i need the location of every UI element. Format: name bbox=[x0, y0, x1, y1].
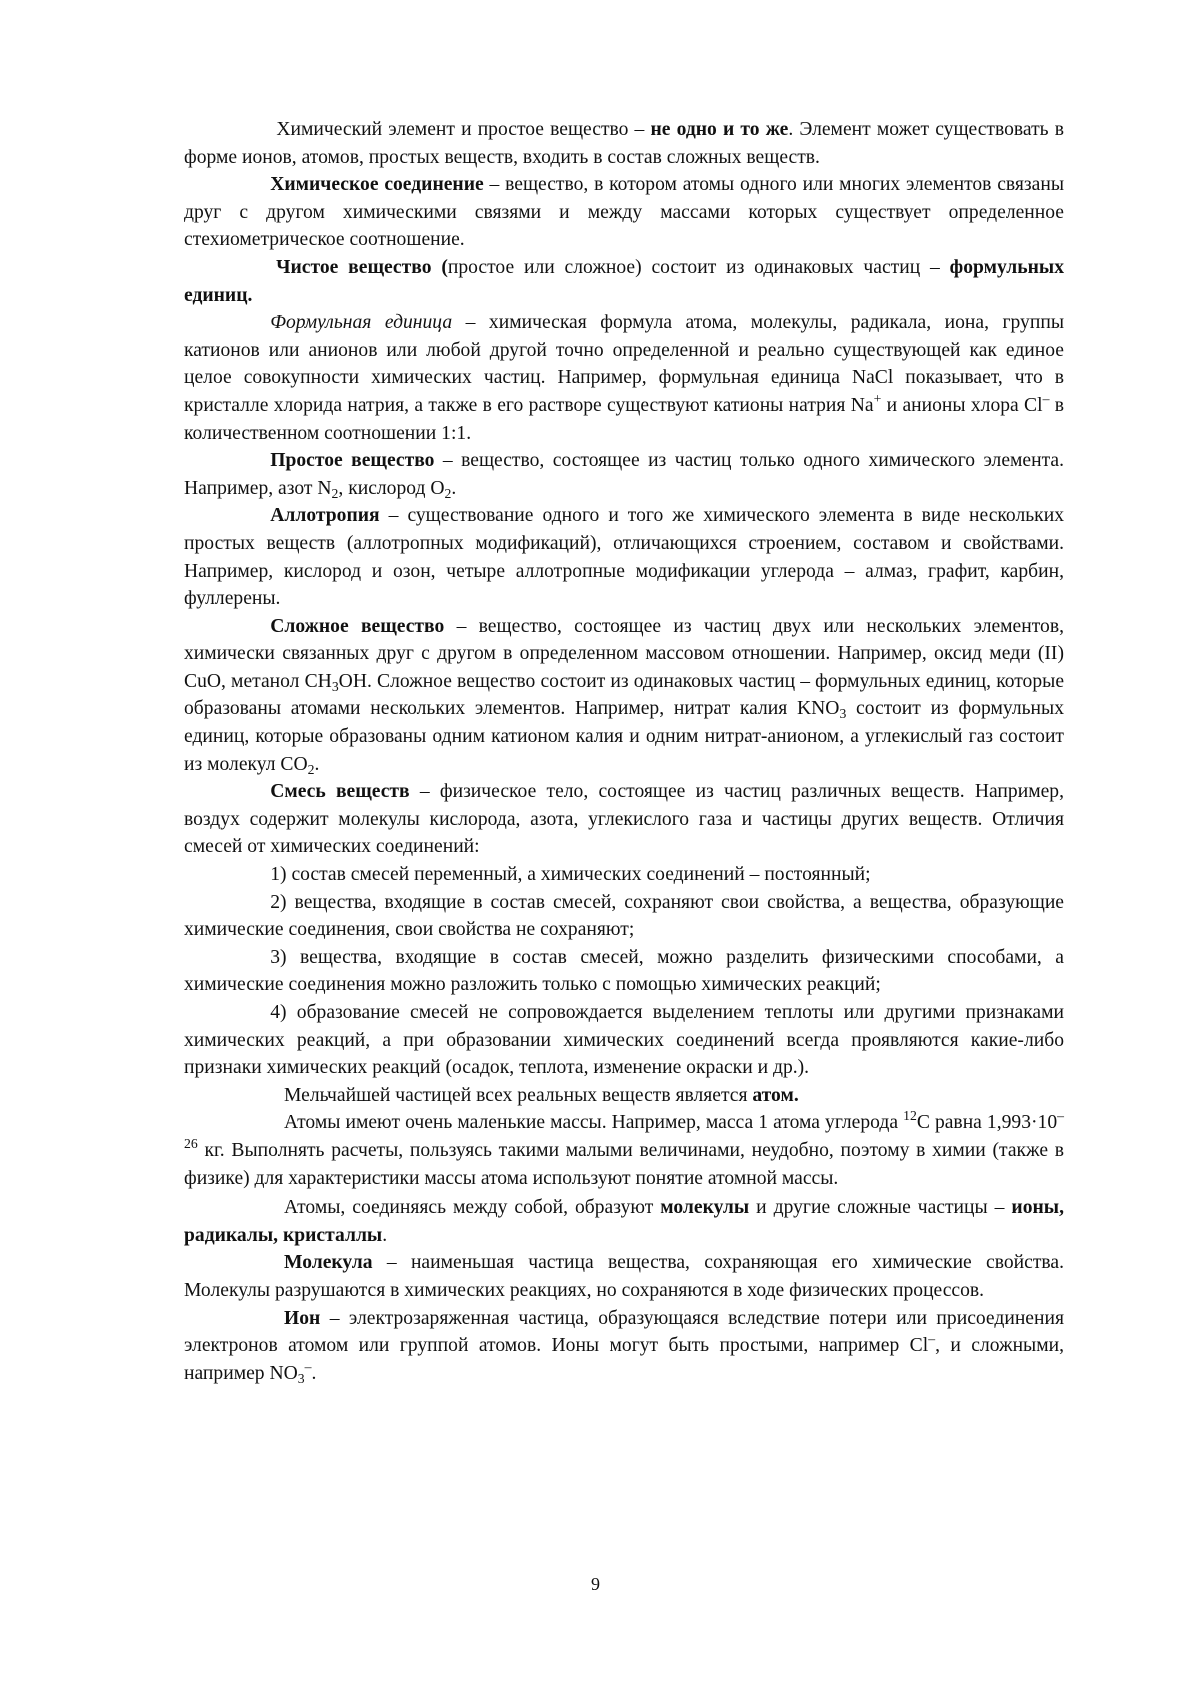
subscript: 2 bbox=[307, 761, 315, 777]
subscript: 3 bbox=[331, 678, 339, 694]
text-run: – существование одного и того же химического элемента в виде нескольких простых веществ (аллотропных модификаций), отличающихся строением, составом и свойствами. Например, кислород и озон, четыре аллотропные модификации углерода – алмаз, графит, карбин, фуллерены. bbox=[184, 505, 1064, 610]
paragraph-formula-unit bbox=[184, 309, 1064, 447]
text-run: , кислород O bbox=[338, 477, 445, 499]
superscript: –26 bbox=[184, 1108, 1064, 1151]
subscript: 3 bbox=[839, 706, 847, 722]
paragraph-mixture bbox=[184, 778, 1064, 861]
text-run: в количественном соотношении 1:1. bbox=[184, 394, 1064, 444]
term-formula-units: формульных единиц. bbox=[184, 256, 1064, 306]
text-run: – вещество, в котором атомы одного или многих элементов связаны друг с другом химическими связями и между массами которых существует определенное стехиометрическое соотношение. bbox=[184, 174, 1065, 251]
superscript: + bbox=[873, 390, 882, 406]
bold-text: не одно и то же bbox=[650, 119, 789, 140]
subscript: 2 bbox=[331, 485, 339, 501]
text-run: Атомы имеют очень маленькие массы. Например, масса 1 атома углерода bbox=[283, 1112, 904, 1134]
term-ions-radicals-crystals: ионы, радикалы, кристаллы bbox=[184, 1197, 1064, 1246]
term-atom: атом. bbox=[752, 1084, 799, 1106]
term-ion: Ион bbox=[283, 1307, 321, 1329]
list-item: 2) вещества, входящие в состав смесей, сохраняют свои свойства, а вещества, образующие химические соединения, свои свойства не сохраняют; bbox=[184, 891, 1064, 941]
paragraph-atom-mass bbox=[184, 1109, 1064, 1192]
text-run: кг. Выполнять расчеты, пользуясь такими малыми величинами, неудобно, поэтому в химии (также в физике) для характеристики массы атома используют понятие атомной массы. bbox=[184, 1139, 1064, 1189]
paragraph-complex-substance bbox=[184, 613, 1064, 779]
list-item: 4) образование смесей не сопровождается выделением теплоты или другими признаками химических реакций, а при образовании химических соединений всегда проявляются какие-либо признаки химических реакций (осадок, теплота, изменение окраски и др.). bbox=[184, 1002, 1064, 1079]
text-run: . Элемент может существовать в форме ионов, атомов, простых веществ, входить в состав сложных веществ. bbox=[184, 119, 1064, 168]
text-run: . bbox=[314, 753, 320, 775]
paragraph-pure-substance bbox=[184, 254, 1064, 309]
paragraph-simple-substance bbox=[184, 447, 1064, 502]
paragraph-atoms-combine bbox=[184, 1194, 1064, 1249]
paragraph-chemical-compound bbox=[184, 171, 1064, 254]
term-chemical-compound: Химическое соединение bbox=[270, 174, 484, 196]
text-run: – химическая формула атома, молекулы, радикала, иона, группы катионов или анионов или любой другой точно определенной и реально существующей как единое целое совокупности химических частиц. Например, формульная единица NaCl показывает, что в кристалле хлорида натрия, а также в его растворе существуют катионы натрия Na bbox=[184, 312, 1064, 416]
text-run: простое или сложное) состоит из одинаковых частиц – bbox=[447, 256, 950, 278]
superscript: – bbox=[928, 1331, 936, 1347]
term-molecules: молекулы bbox=[660, 1197, 750, 1219]
paragraph-element-vs-substance bbox=[184, 116, 1064, 171]
text-run: , и сложными, например NO bbox=[184, 1335, 1065, 1384]
paragraph-atom-smallest bbox=[184, 1082, 1064, 1110]
subscript: 2 bbox=[444, 485, 452, 501]
text-run: и анионы хлора Cl bbox=[881, 394, 1043, 416]
text-run: Химический элемент и простое вещество – bbox=[276, 119, 651, 140]
term-mixture: Смесь веществ bbox=[270, 781, 410, 803]
paragraph-ion bbox=[184, 1305, 1064, 1388]
text-run: состоит из формульных единиц, которые образованы одним катионом калия и одним нитрат-анионом, а углекислый газ состоит из молекул CO bbox=[184, 698, 1064, 775]
term-molecule: Молекула bbox=[283, 1252, 373, 1274]
text-run: – наименьшая частица вещества, сохраняющая его химические свойства. Молекулы разрушаются в химических реакциях, но сохраняются в ходе физических процессов. bbox=[184, 1252, 1064, 1301]
text-run: . bbox=[311, 1362, 317, 1384]
superscript: – bbox=[1042, 390, 1050, 406]
paragraph-allotropy bbox=[184, 502, 1064, 612]
text-run: Атомы, соединяясь между собой, образуют bbox=[283, 1197, 661, 1219]
text-run: Мельчайшей частицей всех реальных веществ является bbox=[283, 1084, 753, 1106]
text-run: – электрозаряженная частица, образующаяся вследствие потери или присоединения электронов атомом или группой атомов. Ионы могут быть простыми, например Cl bbox=[184, 1307, 1064, 1357]
text-run: – физическое тело, состоящее из частиц различных веществ. Например, воздух содержит молекулы кислорода, азота, углекислого газа и частицы других веществ. Отличия смесей от химических соединений: bbox=[184, 781, 1064, 858]
subscript: 3 bbox=[297, 1370, 305, 1386]
text-run: и другие сложные частицы – bbox=[749, 1197, 1012, 1219]
paragraph-molecule bbox=[184, 1249, 1064, 1304]
term-pure-substance: Чистое вещество ( bbox=[276, 256, 448, 278]
term-complex-substance: Сложное вещество bbox=[270, 615, 445, 637]
text-run: – вещество, состоящее из частиц только одного химического элемента. Например, азот N bbox=[184, 450, 1064, 499]
page-body bbox=[184, 116, 1064, 1387]
superscript: 12 bbox=[903, 1108, 917, 1124]
list-item: 3) вещества, входящие в состав смесей, можно разделить физическими способами, а химические соединения можно разложить только с помощью химических реакций; bbox=[184, 946, 1064, 996]
text-run: . bbox=[451, 477, 457, 499]
term-formula-unit: Формульная единица bbox=[270, 312, 453, 334]
superscript: – bbox=[304, 1358, 312, 1374]
text-run: – вещество, состоящее из частиц двух или нескольких элементов, химически связанных друг с другом в определенном массовом отношении. Например, оксид меди (II) CuO, метанол CH bbox=[184, 615, 1064, 692]
page-number: 9 bbox=[591, 1574, 600, 1594]
term-simple-substance: Простое вещество bbox=[270, 450, 435, 472]
list-item: 1) состав смесей переменный, а химических соединений – постоянный; bbox=[270, 864, 871, 886]
term-allotropy: Аллотропия bbox=[270, 505, 380, 527]
text-run: C равна 1,993·10 bbox=[916, 1112, 1058, 1134]
text-run: . bbox=[382, 1224, 388, 1246]
text-run: OH. Сложное вещество состоит из одинаковых частиц – формульных единиц, которые образованы атомами нескольких элементов. Например, нитрат калия KNO bbox=[184, 670, 1065, 720]
